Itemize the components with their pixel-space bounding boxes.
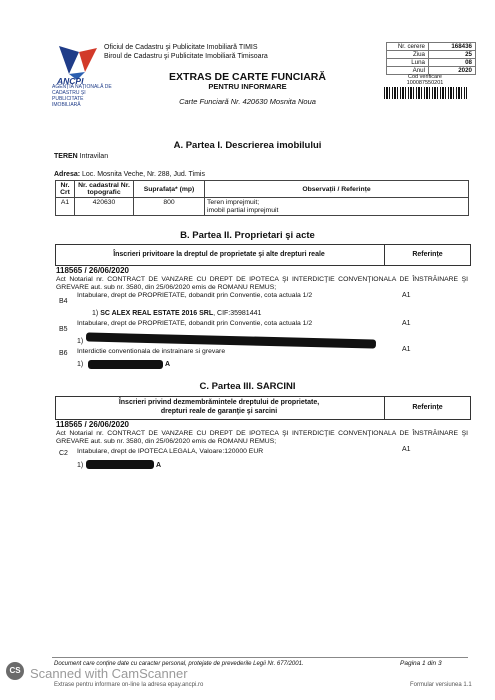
b6-ref: A1 xyxy=(402,346,411,353)
col-observatii: Observații / Referințe xyxy=(205,181,469,198)
part2-header xyxy=(55,244,471,266)
owner-num: 1) xyxy=(92,310,99,317)
redaction-mark xyxy=(86,460,154,469)
request-label: Luna xyxy=(387,59,429,67)
part3-heading: C. Partea III. SARCINI xyxy=(199,381,296,392)
request-value: 08 xyxy=(429,59,476,67)
cell-crt: A1 xyxy=(56,198,75,216)
c2-text: Intabulare, drept de IPOTECA LEGALA, Valoare:120000 EUR xyxy=(77,448,264,455)
b6-code: B6 xyxy=(59,350,68,357)
logo-text: ANCPI xyxy=(57,76,84,86)
office-line-2: Biroul de Cadastru şi Publicitate Imobiliară Timisoara xyxy=(104,52,268,60)
b5-owner-num: 1) xyxy=(77,338,84,345)
b4-code: B4 xyxy=(59,298,68,305)
footer-note: Document care conține date cu caracter personal, protejate de prevederile Legii Nr. 677/2001. xyxy=(54,661,304,667)
part3-col-main-line2: drepturi reale de garanţie şi sarcini xyxy=(160,407,278,415)
request-label: Ziua xyxy=(387,51,429,59)
property-type xyxy=(54,153,108,160)
col-surface: Suprafața* (mp) xyxy=(134,181,205,198)
c2-code: C2 xyxy=(59,450,68,457)
b5-text: Intabulare, drept de PROPRIETATE, dobandit prin Conventie, cota actuala 1/2 xyxy=(77,320,313,327)
part1-table xyxy=(55,180,469,216)
document-subtitle: PENTRU INFORMARE xyxy=(208,82,287,91)
b6-owner-tail: A xyxy=(165,361,171,368)
b5-code: B5 xyxy=(59,326,68,333)
redaction-mark xyxy=(88,360,163,369)
part3-col-main-line1: Înscrieri privind dezmembrămintele dreptului de proprietate, xyxy=(118,399,320,406)
owner-name: SC ALEX REAL ESTATE 2016 SRL xyxy=(100,310,214,317)
logo-tagline: AGENȚIA NAȚIONALĂ DE CADASTRU ȘI PUBLICITATE IMOBILIARĂ xyxy=(52,84,112,108)
camscanner-badge: CS xyxy=(6,662,24,680)
part1-row xyxy=(56,198,469,216)
property-address xyxy=(54,171,205,178)
b5-ref: A1 xyxy=(402,320,411,327)
part3-col-ref: Referințe xyxy=(412,404,443,411)
document-title: EXTRAS DE CARTE FUNCIARĂ xyxy=(169,71,326,83)
site-note: Extrase pentru informare on-line la adresa epay.ancpi.ro xyxy=(54,682,204,688)
c2-ref: A1 xyxy=(402,446,411,453)
col-nr-crt: Nr. Crt xyxy=(56,181,75,198)
page-number: Pagina 1 din 3 xyxy=(400,660,442,667)
scanner-watermark: Scanned with CamScanner xyxy=(30,666,188,681)
cell-cadastral: 420630 xyxy=(75,198,134,216)
address-label: Adresa: xyxy=(54,171,81,178)
cell-observatii xyxy=(205,198,469,216)
office-block xyxy=(104,44,268,61)
form-version: Formular versiunea 1.1 xyxy=(410,682,472,688)
owner-extra: , CIF:35981441 xyxy=(213,310,262,317)
verification-label: Cod verificare xyxy=(408,74,442,80)
cell-surface: 800 xyxy=(134,198,205,216)
part2-entry-id: 118565 / 26/06/2020 xyxy=(56,266,129,275)
office-line-1: Oficiul de Cadastru şi Publicitate Imobiliară TIMIS xyxy=(104,44,258,51)
property-type-bold: TEREN xyxy=(54,153,78,160)
request-value: 168436 xyxy=(429,43,476,51)
b4-text: Intabulare, drept de PROPRIETATE, dobandit prin Conventie, cota actuala 1/2 xyxy=(77,292,313,299)
b4-ref: A1 xyxy=(402,292,411,299)
carte-funciara-number: Carte Funciară Nr. 420630 Mosnita Noua xyxy=(179,97,316,106)
part2-col-main: Înscrieri privitoare la dreptul de proprietate şi alte drepturi reale xyxy=(113,251,325,258)
footer-rule xyxy=(52,657,468,658)
part1-header-row xyxy=(56,181,469,198)
b6-owner-num: 1) xyxy=(77,361,84,368)
part2-heading: B. Partea II. Proprietari şi acte xyxy=(180,230,315,241)
request-row xyxy=(387,43,476,51)
request-label: Nr. cerere xyxy=(387,43,429,51)
c2-owner-num: 1) xyxy=(77,462,84,469)
b6-text: Interdictie conventionala de instrainare si grevare xyxy=(77,348,226,355)
part3-col-main xyxy=(56,399,382,416)
obs-line-2: imobil partial imprejmuit xyxy=(207,206,279,214)
part1-heading: A. Partea I. Descrierea imobilului xyxy=(173,140,322,151)
address-value: Loc. Mosnita Veche, Nr. 288, Jud. Timis xyxy=(80,171,205,178)
part2-act: Act Notarial nr. CONTRACT DE VANZARE CU DREPT DE IPOTECA ŞI INTERDICŢIE CONVENŢIONALA DE ÎNSTRĂINARE ŞI GREVARE aut. sub nr. 3580, din 25/06/2020 emis de ROMANU REMUS; xyxy=(56,276,468,291)
redaction-mark xyxy=(86,332,376,348)
request-label: Anul xyxy=(387,67,429,75)
part2-col-ref: Referințe xyxy=(412,251,443,258)
property-type-rest: Intravilan xyxy=(77,153,109,160)
col-cadastral: Nr. cadastral Nr. topografic xyxy=(75,181,134,198)
request-value: 25 xyxy=(429,51,476,59)
c2-owner-tail: A xyxy=(156,462,162,469)
request-value: 2020 xyxy=(429,67,476,75)
b4-owner xyxy=(92,310,261,317)
obs-line-1: Teren imprejmuit; xyxy=(207,199,260,206)
part3-header xyxy=(55,396,471,420)
part3-entry-id: 118565 / 26/06/2020 xyxy=(56,420,129,429)
part3-act: Act Notarial nr. CONTRACT DE VANZARE CU DREPT DE IPOTECA ŞI INTERDICŢIE CONVENŢIONALA DE ÎNSTRĂINARE ŞI GREVARE aut. sub nr. 3580, din 25/06/2020 emis de ROMANU REMUS; xyxy=(56,430,468,445)
request-row xyxy=(387,51,476,59)
verification-code: 100087550201 xyxy=(406,80,444,86)
request-row xyxy=(387,59,476,67)
